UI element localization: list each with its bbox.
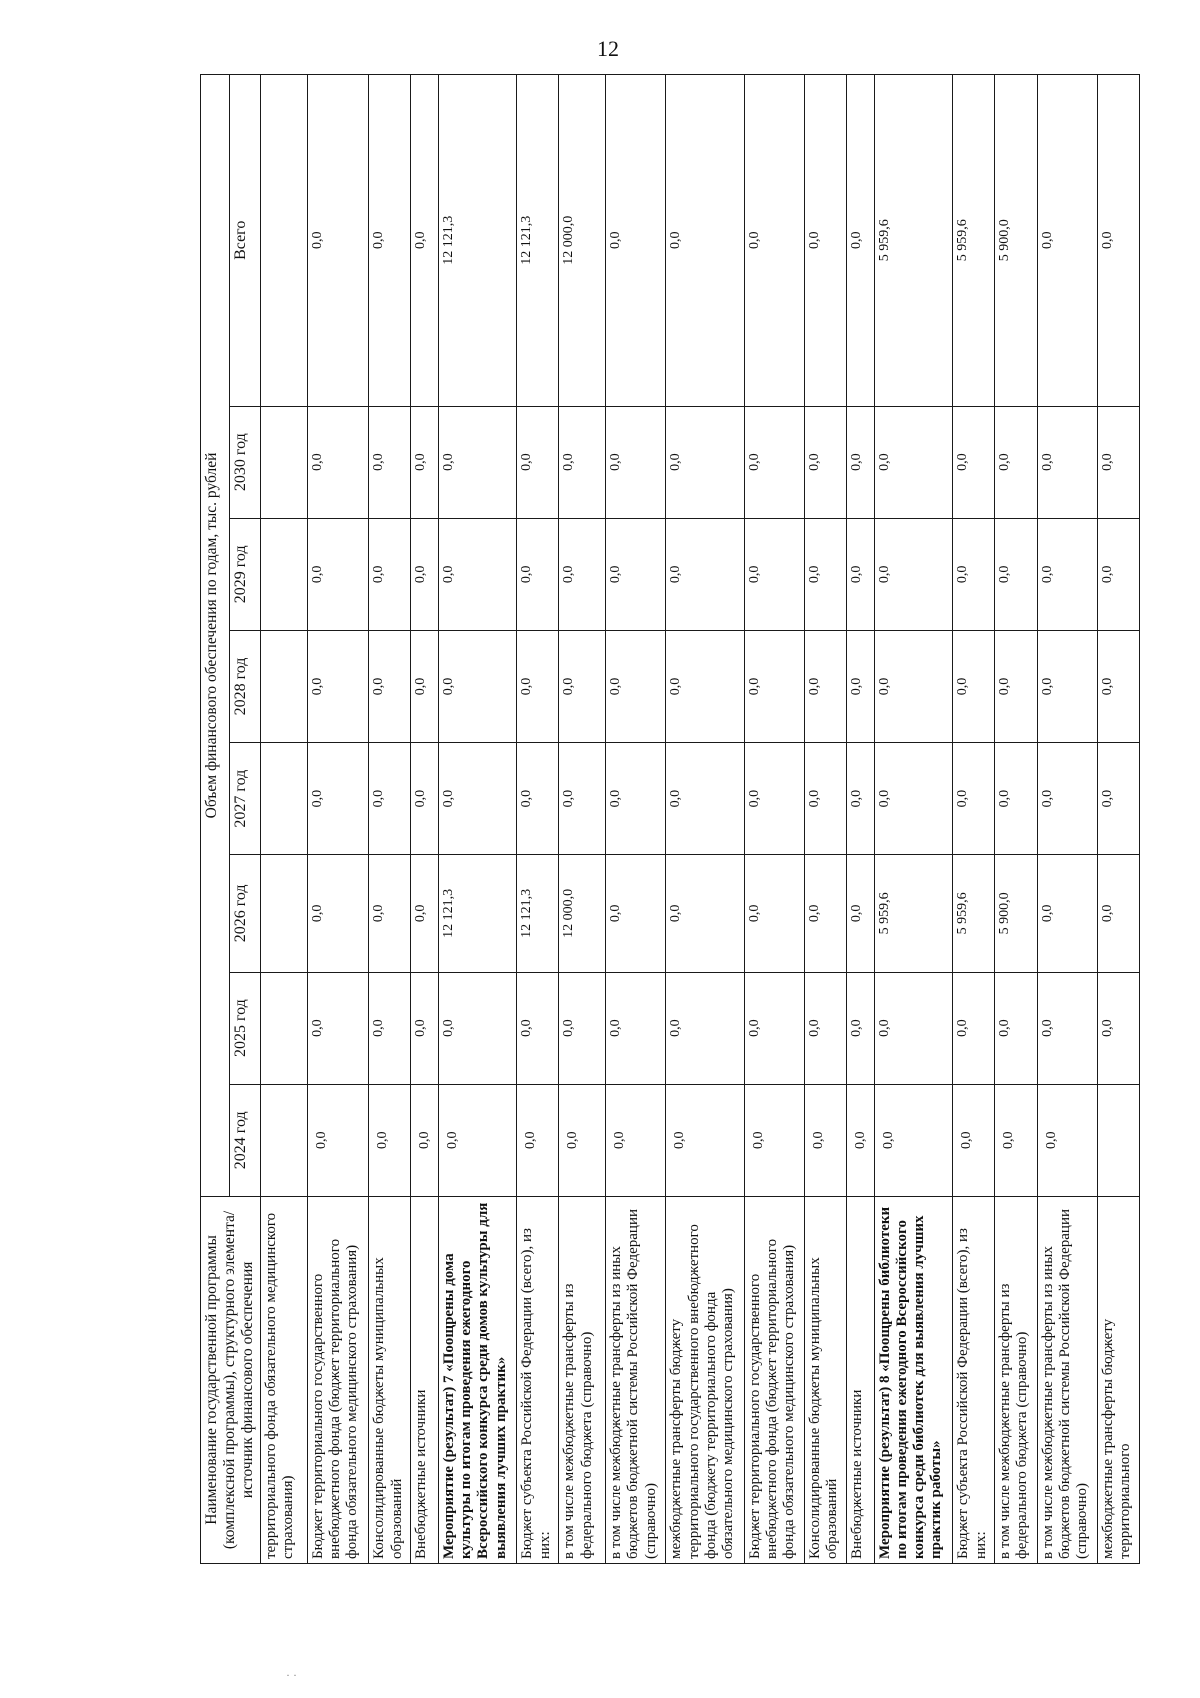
value-cell: [1097, 1084, 1139, 1196]
value-cell: 0,0: [369, 518, 411, 630]
table-row: [805, 75, 847, 1564]
value-cell: 0,0: [517, 406, 559, 518]
table-row: [995, 75, 1037, 1564]
value-cell: 0,0: [847, 630, 875, 742]
value-cell: 0,0: [517, 1084, 559, 1196]
value-cell: 0,0: [307, 630, 369, 742]
value-cell: 0,0: [438, 1084, 517, 1196]
value-cell: 0,0: [307, 855, 369, 972]
value-cell: 0,0: [1097, 518, 1139, 630]
value-cell: 5 959,6: [953, 75, 995, 407]
value-cell: 0,0: [559, 743, 606, 855]
value-cell: 0,0: [953, 406, 995, 518]
value-cell: 0,0: [953, 743, 995, 855]
value-cell: 0,0: [606, 518, 666, 630]
value-cell: 0,0: [666, 743, 745, 855]
value-cell: 0,0: [953, 518, 995, 630]
row-label: Бюджет территориального государственного внебюджетного фонда (бюджет территориального фонда обязательного медицинского страхования): [307, 1196, 369, 1563]
value-cell: 0,0: [369, 743, 411, 855]
value-cell: 5 900,0: [995, 855, 1037, 972]
financing-table: [200, 74, 1140, 1564]
value-cell: 0,0: [559, 1084, 606, 1196]
value-cell: 0,0: [369, 75, 411, 407]
row-label: в том числе межбюджетные трансферты из иных бюджетов бюджетной системы Российской Федерации (справочно): [1037, 1196, 1097, 1563]
value-cell: 0,0: [666, 518, 745, 630]
table-row: [438, 75, 517, 1564]
value-cell: 0,0: [847, 1084, 875, 1196]
table-row: [874, 75, 953, 1564]
value-cell: 0,0: [744, 630, 804, 742]
row-label: Бюджет территориального государственного внебюджетного фонда (бюджет территориального фонда обязательного медицинского страхования): [744, 1196, 804, 1563]
value-cell: 0,0: [744, 855, 804, 972]
value-cell: 0,0: [666, 1084, 745, 1196]
value-cell: 0,0: [953, 1084, 995, 1196]
table-row: [307, 75, 369, 1564]
row-label: межбюджетные трансферты бюджету территориального: [1097, 1196, 1139, 1563]
value-cell: 0,0: [438, 972, 517, 1084]
value-cell: 0,0: [307, 1084, 369, 1196]
row-label: Мероприятие (результат) 7 «Поощрены дома культуры по итогам проведения ежегодного Всероссийского конкурса среди домов культуры для выявления лучших практик»: [438, 1196, 517, 1563]
value-cell: 0,0: [847, 518, 875, 630]
value-cell: 0,0: [517, 972, 559, 1084]
value-cell: 12 121,3: [517, 75, 559, 407]
value-cell: 0,0: [411, 855, 439, 972]
value-cell: 5 900,0: [995, 75, 1037, 407]
year-header-4: 2028 год: [230, 630, 261, 742]
value-cell: 0,0: [666, 75, 745, 407]
value-cell: 0,0: [744, 972, 804, 1084]
value-cell: 0,0: [411, 518, 439, 630]
value-cell: 0,0: [666, 972, 745, 1084]
value-cell: 0,0: [606, 75, 666, 407]
value-cell: 0,0: [666, 855, 745, 972]
row-label: межбюджетные трансферты бюджету территориального государственного внебюджетного фонда (бюджету территориального фонда обязательного медицинского страхования): [666, 1196, 745, 1563]
page-number: 12: [597, 36, 619, 61]
row-label: в том числе межбюджетные трансферты из федерального бюджета (справочно): [995, 1196, 1037, 1563]
value-cell: 12 000,0: [559, 855, 606, 972]
volume-column-header: Объем финансового обеспечения по годам, тыс. рублей: [201, 75, 230, 1197]
value-cell: 0,0: [805, 855, 847, 972]
value-cell: 0,0: [805, 743, 847, 855]
value-cell: 0,0: [369, 630, 411, 742]
table-row: [411, 75, 439, 1564]
value-cell: 0,0: [805, 1084, 847, 1196]
value-cell: 0,0: [1097, 743, 1139, 855]
value-cell: 0,0: [411, 75, 439, 407]
name-column-header: Наименование государственной программы (комплексной программы), структурного элемента/источник финансового обеспечения: [201, 1196, 261, 1563]
row-label: Внебюджетные источники: [411, 1196, 439, 1563]
value-cell: 12 121,3: [517, 855, 559, 972]
value-cell: 0,0: [805, 406, 847, 518]
value-cell: 12 000,0: [559, 75, 606, 407]
value-cell: 0,0: [369, 972, 411, 1084]
table-row: [1037, 75, 1097, 1564]
value-cell: 0,0: [438, 743, 517, 855]
value-cell: 0,0: [744, 743, 804, 855]
row-label: территориального фонда обязательного медицинского страхования): [261, 1196, 308, 1563]
table-body: [261, 75, 1140, 1564]
value-cell: 0,0: [744, 518, 804, 630]
value-cell: 0,0: [847, 743, 875, 855]
value-cell: 0,0: [995, 743, 1037, 855]
value-cell: 0,0: [1097, 630, 1139, 742]
value-cell: 0,0: [517, 630, 559, 742]
value-cell: 0,0: [847, 855, 875, 972]
value-cell: 0,0: [369, 1084, 411, 1196]
value-cell: 0,0: [559, 630, 606, 742]
value-cell: 0,0: [307, 972, 369, 1084]
value-cell: 0,0: [953, 630, 995, 742]
value-cell: 0,0: [744, 1084, 804, 1196]
value-cell: 0,0: [805, 972, 847, 1084]
table-row: [606, 75, 666, 1564]
value-cell: 0,0: [411, 972, 439, 1084]
value-cell: 0,0: [995, 406, 1037, 518]
value-cell: 0,0: [1037, 743, 1097, 855]
value-cell: [261, 75, 308, 407]
value-cell: [261, 1084, 308, 1196]
value-cell: 0,0: [1097, 75, 1139, 407]
value-cell: 0,0: [307, 743, 369, 855]
value-cell: 0,0: [874, 406, 953, 518]
value-cell: [261, 972, 308, 1084]
row-label: в том числе межбюджетные трансферты из иных бюджетов бюджетной системы Российской Федерации (справочно): [606, 1196, 666, 1563]
row-label: в том числе межбюджетные трансферты из федерального бюджета (справочно): [559, 1196, 606, 1563]
value-cell: 0,0: [1097, 972, 1139, 1084]
value-cell: [261, 630, 308, 742]
row-label: Мероприятие (результат) 8 «Поощрены библиотеки по итогам проведения ежегодного Всероссийского конкурса среди библиотек для выявления лучших практик работы»: [874, 1196, 953, 1563]
value-cell: 0,0: [874, 630, 953, 742]
table-row: [1097, 75, 1139, 1564]
table-row: [559, 75, 606, 1564]
value-cell: 0,0: [953, 972, 995, 1084]
row-label: Бюджет субъекта Российской Федерации (всего), из них:: [953, 1196, 995, 1563]
value-cell: 0,0: [995, 1084, 1037, 1196]
value-cell: 0,0: [606, 630, 666, 742]
value-cell: 0,0: [369, 406, 411, 518]
value-cell: [261, 855, 308, 972]
value-cell: 0,0: [411, 406, 439, 518]
table-row: [261, 75, 308, 1564]
value-cell: 0,0: [307, 75, 369, 407]
year-header-3: 2027 год: [230, 743, 261, 855]
value-cell: 0,0: [805, 630, 847, 742]
scan-artifact: · ·: [286, 1668, 297, 1682]
value-cell: 0,0: [847, 406, 875, 518]
value-cell: 0,0: [606, 855, 666, 972]
value-cell: 0,0: [666, 406, 745, 518]
table-row: [517, 75, 559, 1564]
value-cell: 0,0: [438, 406, 517, 518]
value-cell: 0,0: [411, 1084, 439, 1196]
table-row: [666, 75, 745, 1564]
year-header-7: Всего: [230, 75, 261, 407]
table-row: [847, 75, 875, 1564]
row-label: Внебюджетные источники: [847, 1196, 875, 1563]
value-cell: 0,0: [1037, 630, 1097, 742]
value-cell: 0,0: [1097, 855, 1139, 972]
value-cell: 0,0: [995, 630, 1037, 742]
value-cell: 0,0: [1037, 972, 1097, 1084]
row-label: Бюджет субъекта Российской Федерации (всего), из них:: [517, 1196, 559, 1563]
table-row: [369, 75, 411, 1564]
value-cell: 0,0: [559, 972, 606, 1084]
value-cell: [261, 518, 308, 630]
value-cell: 0,0: [874, 1084, 953, 1196]
value-cell: 12 121,3: [438, 855, 517, 972]
value-cell: 0,0: [307, 406, 369, 518]
value-cell: 0,0: [307, 518, 369, 630]
value-cell: 0,0: [1037, 855, 1097, 972]
value-cell: 5 959,6: [874, 855, 953, 972]
value-cell: 0,0: [805, 518, 847, 630]
value-cell: 0,0: [411, 743, 439, 855]
value-cell: 0,0: [559, 406, 606, 518]
year-header-2: 2026 год: [230, 855, 261, 972]
table-row: [953, 75, 995, 1564]
row-label: Консолидированные бюджеты муниципальных образований: [369, 1196, 411, 1563]
value-cell: 0,0: [1097, 406, 1139, 518]
value-cell: 0,0: [1037, 406, 1097, 518]
value-cell: 0,0: [847, 75, 875, 407]
financing-table-wrapper: [200, 74, 1140, 1564]
value-cell: 0,0: [805, 75, 847, 407]
row-label: Консолидированные бюджеты муниципальных образований: [805, 1196, 847, 1563]
value-cell: 0,0: [874, 518, 953, 630]
value-cell: 0,0: [606, 406, 666, 518]
value-cell: 5 959,6: [874, 75, 953, 407]
value-cell: 0,0: [995, 518, 1037, 630]
value-cell: 0,0: [744, 75, 804, 407]
value-cell: 0,0: [1037, 1084, 1097, 1196]
value-cell: 0,0: [874, 743, 953, 855]
table-row: [744, 75, 804, 1564]
value-cell: [261, 743, 308, 855]
value-cell: 5 959,6: [953, 855, 995, 972]
value-cell: [261, 406, 308, 518]
value-cell: 0,0: [995, 972, 1037, 1084]
value-cell: 0,0: [1037, 518, 1097, 630]
value-cell: 0,0: [606, 972, 666, 1084]
value-cell: 0,0: [517, 743, 559, 855]
year-header-6: 2030 год: [230, 406, 261, 518]
value-cell: 0,0: [744, 406, 804, 518]
year-header-5: 2029 год: [230, 518, 261, 630]
value-cell: 0,0: [559, 518, 606, 630]
value-cell: 0,0: [847, 972, 875, 1084]
value-cell: 0,0: [606, 743, 666, 855]
value-cell: 0,0: [411, 630, 439, 742]
value-cell: 0,0: [438, 518, 517, 630]
value-cell: 0,0: [1037, 75, 1097, 407]
value-cell: 0,0: [438, 630, 517, 742]
value-cell: 0,0: [369, 855, 411, 972]
value-cell: 0,0: [517, 518, 559, 630]
value-cell: 0,0: [874, 972, 953, 1084]
year-header-1: 2025 год: [230, 972, 261, 1084]
year-header-0: 2024 год: [230, 1084, 261, 1196]
value-cell: 0,0: [666, 630, 745, 742]
value-cell: 0,0: [606, 1084, 666, 1196]
value-cell: 12 121,3: [438, 75, 517, 407]
